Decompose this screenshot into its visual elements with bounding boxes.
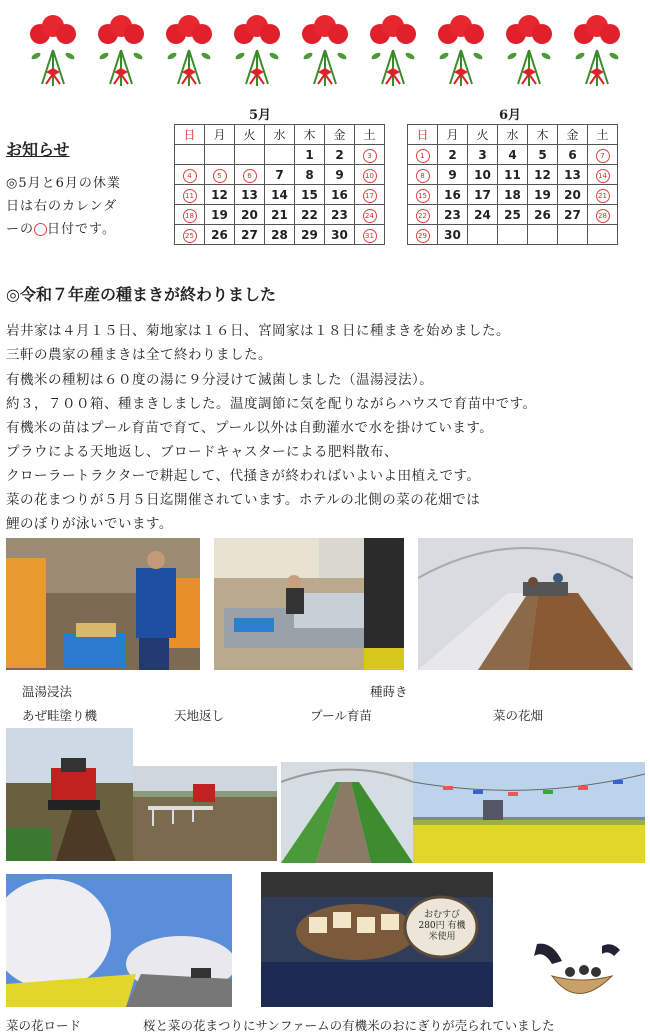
photo-seeding (214, 538, 404, 670)
section-title: ◎令和７年産の種まきが終わりました (6, 285, 276, 304)
calendar-may (174, 124, 385, 245)
calendar-day (408, 185, 438, 205)
calendar-day (175, 185, 205, 205)
caption-hot-water: 温湯浸法 (22, 684, 73, 699)
calendar-day (528, 225, 558, 245)
body-line: 有機米の種籾は６０度の湯に９分浸けて滅菌しました（温湯浸法）。 (6, 372, 434, 388)
calendar-day (355, 225, 385, 245)
calendar-day (355, 145, 385, 165)
calendar-day: 1 (295, 145, 325, 165)
calendar-day: 10 (468, 165, 498, 185)
closed-day-mark: 14 (596, 169, 610, 183)
notice-title: お知らせ (6, 140, 70, 159)
carnation-icon (300, 10, 350, 90)
calendar-day: 30 (438, 225, 468, 245)
photo-levee-machine (6, 728, 133, 861)
calendar-day (498, 225, 528, 245)
caption-plowing: 天地返し (174, 708, 225, 723)
body-line: 有機米の苗はプール育苗で育て、プール以外は自動灌水で水を掛けています。 (6, 420, 494, 436)
weekday-header: 金 (558, 125, 588, 145)
calendar-day (408, 145, 438, 165)
calendar-day (588, 145, 618, 165)
calendar-day: 2 (325, 145, 355, 165)
onigiri-sign-text: おむすび 280円 有機米使用 (418, 910, 466, 942)
body-line: 岩井家は４月１５日、菊地家は１６日、宮岡家は１８日に種まきを始めました。 (6, 323, 510, 339)
closed-day-mark: 28 (596, 209, 610, 223)
calendar-day: 20 (558, 185, 588, 205)
calendar-day (175, 145, 205, 165)
calendar-day: 26 (205, 225, 235, 245)
calendar-day (175, 225, 205, 245)
notice-line-2: 日は右のカレンダ (6, 199, 118, 214)
calendar-day (588, 165, 618, 185)
weekday-header: 水 (498, 125, 528, 145)
closed-day-mark: 4 (183, 169, 197, 183)
weekday-header: 日 (175, 125, 205, 145)
calendar-day: 12 (528, 165, 558, 185)
weekday-header: 土 (588, 125, 618, 145)
caption-rapeseed-road: 菜の花ロード (6, 1018, 82, 1033)
calendar-day: 9 (438, 165, 468, 185)
caption-levee-machine: あぜ畦塗り機 (22, 708, 98, 723)
calendar-day (588, 225, 618, 245)
calendar-day (588, 185, 618, 205)
carnation-icon (572, 10, 622, 90)
carnation-icon (436, 10, 486, 90)
closed-day-mark: 24 (363, 209, 377, 223)
calendar-day: 6 (558, 145, 588, 165)
closed-day-mark: 25 (183, 229, 197, 243)
calendar-day (355, 185, 385, 205)
calendar-day: 19 (205, 205, 235, 225)
calendar-day (205, 165, 235, 185)
calendar-day (468, 225, 498, 245)
closed-day-mark: 7 (596, 149, 610, 163)
calendar-day: 9 (325, 165, 355, 185)
calendar-day: 14 (265, 185, 295, 205)
calendar-day (265, 145, 295, 165)
calendar-day: 18 (498, 185, 528, 205)
weekday-header: 木 (528, 125, 558, 145)
closed-day-mark: 22 (416, 209, 430, 223)
weekday-header: 土 (355, 125, 385, 145)
weekday-header: 水 (265, 125, 295, 145)
closed-day-mark: 17 (363, 189, 377, 203)
caption-seeding: 種蒔き (370, 684, 408, 699)
calendar-day: 16 (438, 185, 468, 205)
calendar-day: 3 (468, 145, 498, 165)
calendar-day: 8 (295, 165, 325, 185)
calendar-day: 22 (295, 205, 325, 225)
closed-day-mark: 21 (596, 189, 610, 203)
notice-line-3 (6, 218, 164, 241)
calendar-june (407, 124, 618, 245)
body-line: 菜の花まつりが５月５日迄開催されています。ホテルの北側の菜の花畑では (6, 492, 481, 508)
calendar-june-title: 6月 (499, 108, 522, 123)
closed-day-mark: 31 (363, 229, 377, 243)
calendar-day (408, 225, 438, 245)
body-line: プラウによる天地返し、ブロードキャスターによる肥料散布、 (6, 444, 398, 460)
red-circle-mark (34, 223, 47, 236)
calendar-day: 25 (498, 205, 528, 225)
weekday-header: 月 (205, 125, 235, 145)
calendar-day: 15 (295, 185, 325, 205)
photo-rapeseed-carp-streamers (413, 762, 645, 863)
calendar-day: 20 (235, 205, 265, 225)
calendar-day: 19 (528, 185, 558, 205)
body-line: 鯉のぼりが泳いでいます。 (6, 516, 173, 532)
photo-hot-water-disinfection (6, 538, 200, 670)
calendar-day: 26 (528, 205, 558, 225)
calendar-day: 7 (265, 165, 295, 185)
calendar-day (558, 225, 588, 245)
notice-line-3b: 日付です。 (47, 222, 116, 237)
closed-day-mark: 5 (213, 169, 227, 183)
calendar-day (408, 205, 438, 225)
weekday-header: 火 (468, 125, 498, 145)
calendar-day: 28 (265, 225, 295, 245)
weekday-header: 金 (325, 125, 355, 145)
calendar-day: 23 (438, 205, 468, 225)
carnation-icon (28, 10, 78, 90)
weekday-header: 火 (235, 125, 265, 145)
calendar-day (235, 145, 265, 165)
calendar-day: 21 (265, 205, 295, 225)
calendar-day (355, 165, 385, 185)
calendar-day: 17 (468, 185, 498, 205)
calendar-day: 29 (295, 225, 325, 245)
calendar-day (355, 205, 385, 225)
notice-line-3a: ーの (6, 222, 35, 237)
calendar-day: 27 (558, 205, 588, 225)
caption-onigiri: 桜と菜の花まつりにサンファームの有機米のおにぎりが売られていました (143, 1018, 555, 1033)
carnation-icon (504, 10, 554, 90)
closed-day-mark: 8 (416, 169, 430, 183)
closed-day-mark: 18 (183, 209, 197, 223)
closed-day-mark: 11 (183, 189, 197, 203)
carnation-icon (96, 10, 146, 90)
closed-day-mark: 29 (416, 229, 430, 243)
closed-day-mark: 10 (363, 169, 377, 183)
carnation-icon (164, 10, 214, 90)
caption-rapeseed-field: 菜の花畑 (493, 708, 544, 723)
closed-day-mark: 3 (363, 149, 377, 163)
calendar-day (205, 145, 235, 165)
body-line: 約３，７００箱、種まきしました。温度調節に気を配りながらハウスで育苗中です。 (6, 396, 537, 412)
calendar-day: 12 (205, 185, 235, 205)
calendar-day: 30 (325, 225, 355, 245)
caption-pool-seedlings: プール育苗 (310, 708, 372, 723)
calendar-day (235, 165, 265, 185)
calendar-day (588, 205, 618, 225)
closed-day-mark: 1 (416, 149, 430, 163)
calendar-day: 27 (235, 225, 265, 245)
notice-text (6, 172, 164, 241)
photo-pool-seedlings (418, 538, 633, 670)
notice-line-1: ◎5月と6月の休業 (6, 176, 121, 191)
closed-day-mark: 15 (416, 189, 430, 203)
calendar-day: 5 (528, 145, 558, 165)
calendar-day: 4 (498, 145, 528, 165)
calendar-day: 13 (558, 165, 588, 185)
photo-rapeseed-road (6, 874, 232, 1007)
weekday-header: 木 (295, 125, 325, 145)
carnation-icon (232, 10, 282, 90)
swallow-nest-illustration (532, 936, 622, 1006)
calendar-day: 2 (438, 145, 468, 165)
carnation-icon (368, 10, 418, 90)
calendar-may-title: 5月 (249, 108, 272, 123)
closed-day-mark: 6 (243, 169, 257, 183)
calendar-day: 11 (498, 165, 528, 185)
weekday-header: 日 (408, 125, 438, 145)
body-line: クローラートラクターで耕起して、代掻きが終わればいよいよ田植えです。 (6, 468, 481, 484)
calendar-day: 16 (325, 185, 355, 205)
calendar-day (408, 165, 438, 185)
calendar-day: 13 (235, 185, 265, 205)
photo-greenhouse-seedlings (281, 762, 413, 863)
calendar-day (175, 165, 205, 185)
calendar-day: 24 (468, 205, 498, 225)
weekday-header: 月 (438, 125, 468, 145)
body-line: 三軒の農家の種まきは全て終わりました。 (6, 347, 272, 363)
calendar-day: 23 (325, 205, 355, 225)
photo-plow (133, 766, 277, 861)
calendar-day (175, 205, 205, 225)
photo-onigiri-sale (261, 872, 493, 1007)
